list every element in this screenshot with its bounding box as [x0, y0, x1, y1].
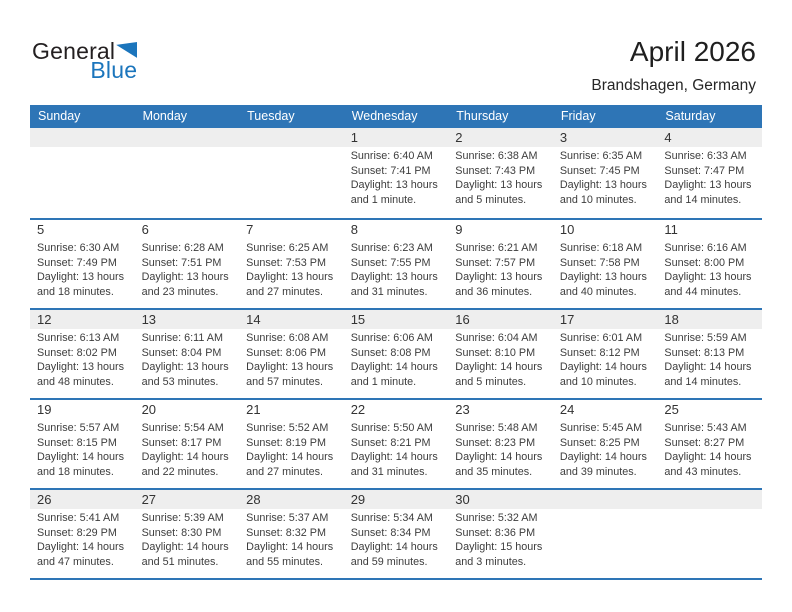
sunset-text: Sunset: 8:25 PM — [559, 436, 640, 449]
logo-text-general: General — [32, 38, 116, 64]
daylight-text: Daylight: 13 hours and 44 minutes. — [664, 271, 752, 298]
sunset-text: Sunset: 8:17 PM — [141, 436, 222, 449]
day-cell-27 — [135, 490, 240, 578]
sunrise-text: Sunrise: 6:40 AM — [350, 150, 433, 162]
daylight-text: Daylight: 14 hours and 51 minutes. — [141, 541, 229, 568]
location-subtitle: Brandshagen, Germany — [591, 77, 756, 94]
daylight-text: Daylight: 13 hours and 14 minutes. — [664, 179, 752, 206]
day-info — [553, 239, 658, 299]
daylight-text: Daylight: 13 hours and 48 minutes. — [37, 361, 125, 388]
day-number — [239, 128, 344, 147]
day-info — [30, 329, 135, 389]
page-title: April 2026 — [629, 36, 756, 67]
sunrise-text: Sunrise: 5:59 AM — [664, 332, 747, 344]
day-number: 28 — [239, 490, 344, 509]
sunset-text: Sunset: 8:08 PM — [350, 346, 431, 359]
sunrise-text: Sunrise: 6:11 AM — [141, 332, 223, 344]
day-number: 9 — [455, 222, 463, 237]
sunset-text: Sunset: 8:36 PM — [455, 526, 536, 539]
day-cell-21 — [239, 400, 344, 488]
daylight-text: Daylight: 14 hours and 27 minutes. — [246, 451, 334, 478]
daylight-text: Daylight: 14 hours and 39 minutes. — [559, 451, 647, 478]
day-info — [448, 509, 553, 569]
day-info — [344, 419, 449, 479]
sunrise-text: Sunrise: 5:52 AM — [246, 422, 329, 434]
sunset-text: Sunset: 8:30 PM — [141, 526, 222, 539]
day-info — [657, 147, 762, 207]
sunset-text: Sunset: 8:13 PM — [664, 346, 745, 359]
day-info — [553, 329, 658, 389]
day-info — [344, 509, 449, 569]
day-number: 3 — [553, 128, 658, 147]
day-info — [135, 329, 240, 389]
day-cell-1 — [344, 128, 449, 218]
sunset-text: Sunset: 7:43 PM — [455, 164, 536, 177]
day-cell-6 — [135, 220, 240, 308]
day-info — [657, 239, 762, 299]
day-number: 17 — [553, 310, 658, 329]
day-number: 1 — [344, 128, 449, 147]
sunrise-text: Sunrise: 5:39 AM — [141, 512, 224, 524]
day-number: 15 — [344, 310, 449, 329]
sunrise-text: Sunrise: 5:45 AM — [559, 422, 643, 434]
day-info — [135, 419, 240, 479]
day-header-wednesday: Wednesday — [351, 109, 418, 123]
general-blue-logo — [32, 40, 137, 82]
daylight-text: Daylight: 13 hours and 23 minutes. — [141, 271, 229, 298]
sunrise-text: Sunrise: 5:41 AM — [37, 512, 120, 524]
sunrise-text: Sunrise: 6:04 AM — [455, 332, 538, 344]
daylight-text: Daylight: 13 hours and 10 minutes. — [559, 179, 647, 206]
sunset-text: Sunset: 7:55 PM — [350, 256, 431, 269]
daylight-text: Daylight: 14 hours and 1 minute. — [350, 361, 438, 388]
table-bottom-border — [30, 578, 762, 580]
day-number: 30 — [448, 490, 553, 509]
sunrise-text: Sunrise: 5:34 AM — [350, 512, 433, 524]
day-cell-2 — [448, 128, 553, 218]
sunrise-text: Sunrise: 5:54 AM — [141, 422, 224, 434]
day-number — [135, 128, 240, 147]
sunset-text: Sunset: 7:41 PM — [350, 164, 431, 177]
sunset-text: Sunset: 8:06 PM — [246, 346, 326, 359]
day-cell-26 — [30, 490, 135, 578]
day-number: 27 — [135, 490, 240, 509]
calendar-grid — [30, 128, 762, 578]
day-number: 10 — [559, 222, 575, 237]
sunset-text: Sunset: 8:12 PM — [559, 346, 640, 359]
day-number — [657, 490, 762, 509]
day-info — [239, 419, 344, 479]
daylight-text: Daylight: 14 hours and 59 minutes. — [350, 541, 438, 568]
day-number: 11 — [664, 222, 678, 237]
day-cell-7 — [239, 220, 344, 308]
sunset-text: Sunset: 7:45 PM — [559, 164, 640, 177]
daylight-text: Daylight: 13 hours and 53 minutes. — [141, 361, 229, 388]
sunrise-text: Sunrise: 5:32 AM — [455, 512, 538, 524]
day-cell-25 — [657, 400, 762, 488]
sunrise-text: Sunrise: 6:08 AM — [246, 332, 329, 344]
sunrise-text: Sunrise: 5:48 AM — [455, 422, 538, 434]
day-number: 25 — [664, 402, 679, 417]
day-cell-empty — [239, 128, 344, 218]
day-cell-24 — [553, 400, 658, 488]
sunset-text: Sunset: 8:32 PM — [246, 526, 326, 539]
daylight-text: Daylight: 14 hours and 22 minutes. — [141, 451, 229, 478]
day-number: 7 — [246, 222, 254, 237]
sunrise-text: Sunrise: 6:30 AM — [37, 242, 120, 254]
day-cell-empty — [135, 128, 240, 218]
day-cell-empty — [657, 490, 762, 578]
daylight-text: Daylight: 13 hours and 40 minutes. — [559, 271, 647, 298]
sunset-text: Sunset: 8:15 PM — [37, 436, 117, 449]
daylight-text: Daylight: 13 hours and 36 minutes. — [455, 271, 543, 298]
day-cell-4 — [657, 128, 762, 218]
day-header-friday: Friday — [560, 109, 596, 123]
sunset-text: Sunset: 8:04 PM — [141, 346, 222, 359]
day-info — [30, 239, 135, 299]
day-cell-10 — [553, 220, 658, 308]
day-info — [448, 329, 553, 389]
sunset-text: Sunset: 8:21 PM — [350, 436, 431, 449]
day-number: 13 — [135, 310, 240, 329]
day-cell-empty — [553, 490, 658, 578]
week-row-1 — [30, 128, 762, 218]
sunset-text: Sunset: 7:49 PM — [37, 256, 117, 269]
sunrise-text: Sunrise: 6:18 AM — [559, 242, 643, 254]
logo-text-blue: Blue — [90, 57, 138, 83]
day-number: 2 — [448, 128, 553, 147]
week-row-4 — [30, 398, 762, 488]
day-info — [135, 509, 240, 569]
day-cell-22 — [344, 400, 449, 488]
sunrise-text: Sunrise: 6:35 AM — [559, 150, 643, 162]
sunset-text: Sunset: 8:34 PM — [350, 526, 431, 539]
day-cell-30 — [448, 490, 553, 578]
day-number: 5 — [37, 222, 45, 237]
day-number: 8 — [350, 222, 358, 237]
sunrise-text: Sunrise: 5:57 AM — [37, 422, 120, 434]
daylight-text: Daylight: 14 hours and 55 minutes. — [246, 541, 334, 568]
sunset-text: Sunset: 7:53 PM — [246, 256, 326, 269]
day-cell-empty — [30, 128, 135, 218]
day-number: 18 — [657, 310, 762, 329]
day-number: 24 — [559, 402, 575, 417]
sunset-text: Sunset: 7:47 PM — [664, 164, 745, 177]
sunset-text: Sunset: 8:00 PM — [664, 256, 745, 269]
sunrise-text: Sunrise: 6:06 AM — [350, 332, 433, 344]
sunrise-text: Sunrise: 6:16 AM — [664, 242, 747, 254]
day-header-monday: Monday — [142, 109, 188, 123]
day-number: 29 — [344, 490, 449, 509]
day-info — [344, 147, 449, 207]
day-info — [344, 329, 449, 389]
day-cell-16 — [448, 310, 553, 398]
day-number: 16 — [448, 310, 553, 329]
daylight-text: Daylight: 15 hours and 3 minutes. — [455, 541, 543, 568]
sunset-text: Sunset: 7:57 PM — [455, 256, 536, 269]
sunset-text: Sunset: 7:51 PM — [141, 256, 222, 269]
day-number: 6 — [141, 222, 149, 237]
sunrise-text: Sunrise: 6:33 AM — [664, 150, 747, 162]
daylight-text: Daylight: 14 hours and 5 minutes. — [455, 361, 543, 388]
day-cell-20 — [135, 400, 240, 488]
day-cell-9 — [448, 220, 553, 308]
sunset-text: Sunset: 8:19 PM — [246, 436, 326, 449]
day-info — [657, 329, 762, 389]
day-cell-29 — [344, 490, 449, 578]
day-cell-28 — [239, 490, 344, 578]
daylight-text: Daylight: 13 hours and 5 minutes. — [455, 179, 543, 206]
week-row-5 — [30, 488, 762, 578]
sunrise-text: Sunrise: 6:25 AM — [246, 242, 329, 254]
sunrise-text: Sunrise: 6:28 AM — [141, 242, 224, 254]
day-cell-18 — [657, 310, 762, 398]
day-info — [30, 419, 135, 479]
day-info — [553, 147, 658, 207]
day-number: 12 — [30, 310, 135, 329]
day-number — [30, 128, 135, 147]
day-number: 4 — [657, 128, 762, 147]
logo-triangle-icon — [116, 42, 137, 58]
day-header-row — [30, 105, 762, 128]
daylight-text: Daylight: 13 hours and 57 minutes. — [246, 361, 334, 388]
day-cell-11 — [657, 220, 762, 308]
day-cell-13 — [135, 310, 240, 398]
sunrise-text: Sunrise: 6:13 AM — [37, 332, 120, 344]
day-cell-14 — [239, 310, 344, 398]
daylight-text: Daylight: 14 hours and 14 minutes. — [664, 361, 752, 388]
day-header-sunday: Sunday — [38, 109, 81, 123]
day-number: 20 — [141, 402, 157, 417]
daylight-text: Daylight: 14 hours and 10 minutes. — [559, 361, 647, 388]
daylight-text: Daylight: 13 hours and 31 minutes. — [350, 271, 438, 298]
daylight-text: Daylight: 14 hours and 18 minutes. — [37, 451, 125, 478]
daylight-text: Daylight: 14 hours and 35 minutes. — [455, 451, 543, 478]
day-header-saturday: Saturday — [665, 109, 716, 123]
sunrise-text: Sunrise: 6:21 AM — [455, 242, 538, 254]
day-info — [344, 239, 449, 299]
sunrise-text: Sunrise: 5:37 AM — [246, 512, 329, 524]
day-cell-8 — [344, 220, 449, 308]
day-info — [239, 509, 344, 569]
day-info — [553, 419, 658, 479]
daylight-text: Daylight: 13 hours and 27 minutes. — [246, 271, 334, 298]
day-info — [448, 419, 553, 479]
day-number: 19 — [37, 402, 52, 417]
day-cell-3 — [553, 128, 658, 218]
daylight-text: Daylight: 13 hours and 18 minutes. — [37, 271, 125, 298]
sunset-text: Sunset: 8:27 PM — [664, 436, 745, 449]
sunset-text: Sunset: 8:02 PM — [37, 346, 117, 359]
day-info — [448, 147, 553, 207]
day-header-tuesday: Tuesday — [247, 109, 295, 123]
sunrise-text: Sunrise: 6:23 AM — [350, 242, 433, 254]
day-cell-12 — [30, 310, 135, 398]
daylight-text: Daylight: 13 hours and 1 minute. — [350, 179, 438, 206]
sunrise-text: Sunrise: 5:50 AM — [350, 422, 433, 434]
daylight-text: Daylight: 14 hours and 31 minutes. — [350, 451, 438, 478]
sunrise-text: Sunrise: 6:01 AM — [559, 332, 643, 344]
day-number: 14 — [239, 310, 344, 329]
sunset-text: Sunset: 8:23 PM — [455, 436, 536, 449]
day-header-thursday: Thursday — [456, 109, 509, 123]
daylight-text: Daylight: 14 hours and 43 minutes. — [664, 451, 752, 478]
day-number: 26 — [30, 490, 135, 509]
sunrise-text: Sunrise: 5:43 AM — [664, 422, 747, 434]
day-cell-5 — [30, 220, 135, 308]
sunrise-text: Sunrise: 6:38 AM — [455, 150, 538, 162]
day-info — [239, 239, 344, 299]
sunset-text: Sunset: 8:10 PM — [455, 346, 536, 359]
day-number: 21 — [246, 402, 261, 417]
day-cell-19 — [30, 400, 135, 488]
day-cell-17 — [553, 310, 658, 398]
day-cell-15 — [344, 310, 449, 398]
day-number: 22 — [350, 402, 366, 417]
sunset-text: Sunset: 8:29 PM — [37, 526, 117, 539]
day-info — [30, 509, 135, 569]
day-number: 23 — [455, 402, 470, 417]
day-number — [553, 490, 658, 509]
day-info — [135, 239, 240, 299]
day-info — [657, 419, 762, 479]
calendar-table — [30, 105, 762, 580]
day-cell-23 — [448, 400, 553, 488]
day-info — [239, 329, 344, 389]
sunset-text: Sunset: 7:58 PM — [559, 256, 640, 269]
day-info — [448, 239, 553, 299]
daylight-text: Daylight: 14 hours and 47 minutes. — [37, 541, 125, 568]
week-row-3 — [30, 308, 762, 398]
week-row-2 — [30, 218, 762, 308]
